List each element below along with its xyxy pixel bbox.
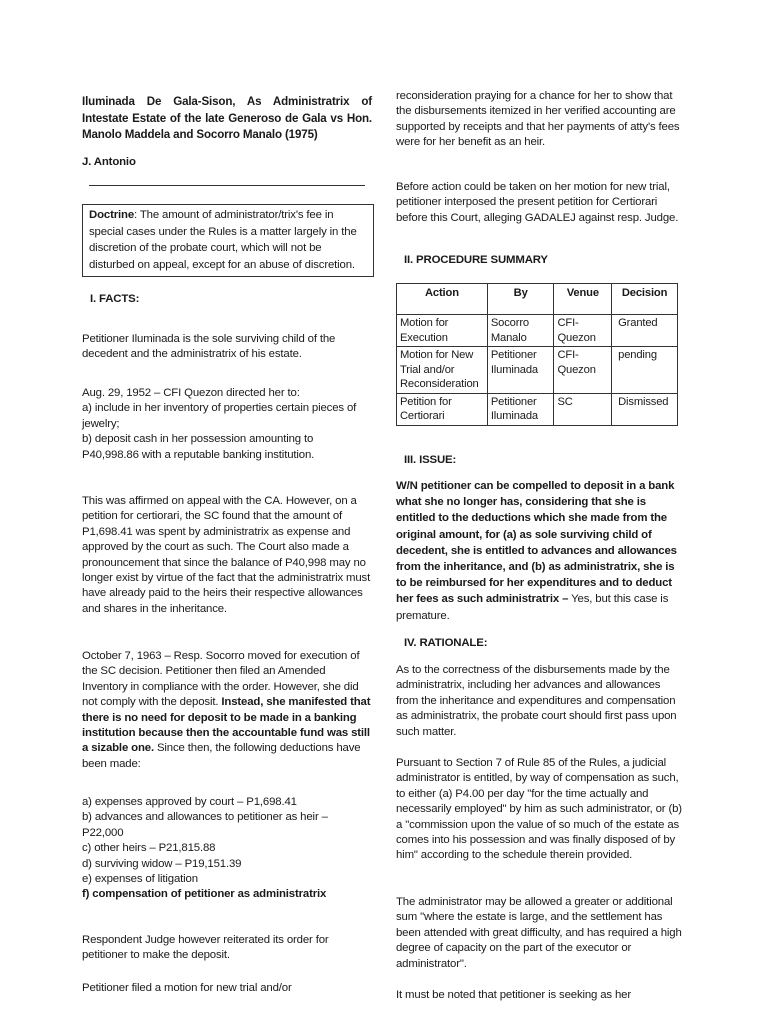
issue-question: W/N petitioner can be compelled to deposit in a bank what she no longer has, considering that she is entitled to the deductions which she made from the original amount, for (a) as sole surviving child of decedent, she is entitled to advances and allowances from the inheritance, and (b) as administratrix, she is to be reimbursed for her expenditures and to deduct her fees as such administratrix – [396,480,677,606]
table-cell: SC [554,393,612,425]
procedure-table [396,283,678,426]
column-header: Venue [554,284,612,315]
table-cell: Petitioner Iluminada [487,393,554,425]
table-cell: Motion for New Trial and/or Reconsideration [397,347,488,394]
table-cell: CFI-Quezon [554,315,612,347]
table-cell: Granted [612,315,678,347]
table-cell: Dismissed [612,393,678,425]
doctrine-box [82,204,374,277]
table-row [397,393,678,425]
table-cell: Petition for Certiorari [397,393,488,425]
issue-answer: Yes, but this case is premature. [396,593,669,622]
table-row [397,347,678,394]
table-cell: Socorro Manalo [487,315,554,347]
facts-p4-text: October 7, 1963 – Resp. Socorro moved for execution of the SC decision. Petitioner then filed an Amended Inventory in compliance with the order. However, she did not comply with the deposit. [82,650,360,709]
facts-heading: I. FACTS: [90,293,140,305]
facts-paragraph-3: This was affirmed on appeal with the CA. However, on a petition for certiorari, the SC found that the amount of P1,698.41 was spent by administratrix as expense and approved by the court as such. The Court also made a pronouncement that since the balance of P40,998 may no longer exist by virtue of the fact that the administratrix must have already paid to the heirs their respective allowances and shares in the inheritance. [82,495,371,615]
facts-paragraph-2 [82,386,372,463]
issue-heading: III. ISSUE: [404,454,457,466]
facts-line: b) deposit cash in her possession amounting to P40,998.86 with a reputable banking institution. [82,433,315,461]
rationale-heading: IV. RATIONALE: [404,637,488,649]
facts-paragraph-5: Respondent Judge however reiterated its order for petitioner to make the deposit. [82,934,329,962]
facts-p4-bold: Instead, she manifested that there is no need for deposit to be made in a banking institution because then the accountable fund was still a sizable one. [82,696,371,755]
rationale-paragraph-1: As to the correctness of the disbursements made by the administratrix, including her advances and allowances from the inheritance and expenditures and compensation as administratrix, the probate court should first pass upon such matter. [396,664,677,738]
table-row [397,315,678,347]
table-cell: pending [612,347,678,394]
table-cell: Petitioner Iluminada [487,347,554,394]
table-cell: CFI-Quezon [554,347,612,394]
facts-paragraph-7: Before action could be taken on her motion for new trial, petitioner interposed the present petition for Certiorari before this Court, alleging GADALEJ against resp. Judge. [396,181,679,224]
facts-line: a) include in her inventory of properties certain pieces of jewelry; [82,402,357,430]
facts-paragraph-6: Petitioner filed a motion for new trial and/or [82,982,292,994]
list-item: d) surviving widow – P19,151.39 [82,857,242,870]
facts-paragraph-6-cont: reconsideration praying for a chance for her to show that the disbursements itemized in her verified accounting are supported by receipts and that her payments of atty's fees were for her benefit as an heir. [396,90,680,149]
rationale-paragraph-4: It must be noted that petitioner is seeking as her [396,989,632,1001]
doctrine-label: Doctrine [89,209,135,221]
column-header: Decision [612,284,678,315]
facts-paragraph-1: Petitioner Iluminada is the sole surviving child of the decedent and the administratrix of his estate. [82,333,336,361]
rationale-paragraph-3: The administrator may be allowed a greater or additional sum "where the estate is large, and the settlement has been attended with great difficulty, and has required a high degree of capacity on the part of the executor or administrator". [396,896,682,970]
column-header: By [487,284,554,315]
list-item: b) advances and allowances to petitioner as heir – P22,000 [82,811,328,839]
issue-text [396,478,684,624]
list-item: e) expenses of litigation [82,873,198,886]
column-header: Action [397,284,488,315]
list-item: a) expenses approved by court – P1,698.41 [82,796,297,808]
facts-line: Aug. 29, 1952 – CFI Quezon directed her to: [82,387,300,399]
ponente: J. Antonio [82,156,136,168]
facts-p4-text-end: Since then, the following deductions have been made: [82,742,361,770]
procedure-heading: II. PROCEDURE SUMMARY [404,254,548,266]
rationale-paragraph-2: Pursuant to Section 7 of Rule 85 of the Rules, a judicial administrator is entitled, by way of compensation as such, to either (a) P4.00 per day "for the time actually and necessarily employed" by him as such administrator, or (b) a "commission upon the value of so much of the estate as comes into his possession and was finally disposed of by him" according to the schedule therein provided. [396,757,682,862]
deductions-list [82,795,372,903]
list-item: f) compensation of petitioner as administratrix [82,888,327,901]
case-title: Iluminada De Gala-Sison, As Administratrix of Intestate Estate of the late Generoso de Gala vs Hon. Manolo Maddela and Socorro Manalo (1975) [82,95,372,141]
table-header-row [397,284,678,315]
doctrine-text: : The amount of administrator/trix's fee in special cases under the Rules is a matter largely in the discretion of the probate court, which will not be disturbed on appeal, except for an abuse of discretion. [89,209,357,271]
divider [89,185,365,186]
list-item: c) other heirs – P21,815.88 [82,842,216,855]
facts-paragraph-4 [82,649,372,772]
table-cell: Motion for Execution [397,315,488,347]
